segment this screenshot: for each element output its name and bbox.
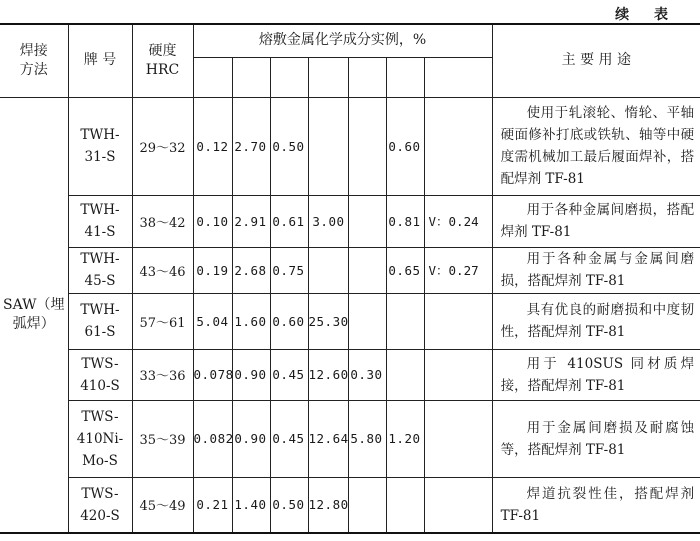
comp-cell: 0.19 (193, 247, 232, 293)
comp-cell: 0.45 (270, 349, 308, 400)
comp-cell: 2.91 (232, 195, 270, 247)
comp-cell (348, 293, 386, 349)
comp-cell (424, 97, 492, 195)
header-usage: 主 要 用 途 (492, 24, 700, 97)
comp-cell: 0.50 (270, 97, 308, 195)
comp-cell: 12.60 (308, 349, 348, 400)
method-text: SAW（埋弧焊） (2, 296, 65, 332)
hardness-cell: 45～49 (132, 477, 193, 533)
header-hardness-text: 硬度HRC (145, 42, 180, 78)
usage-cell (492, 349, 700, 400)
grade-cell (68, 400, 132, 477)
table-row (0, 195, 700, 247)
comp-cell (386, 349, 424, 400)
header-method-text: 焊接方法 (19, 42, 48, 78)
comp-cell: 1.60 (232, 293, 270, 349)
grade-cell (68, 97, 132, 195)
hardness-cell: 33～36 (132, 349, 193, 400)
usage-text: 焊道抗裂性佳，搭配焊剂 TF-81 (500, 485, 695, 524)
comp-cell: 0.60 (270, 293, 308, 349)
comp-cell: 0.50 (270, 477, 308, 533)
grade-text: TWH-31-S (80, 127, 120, 165)
hardness-cell: 29～32 (132, 97, 193, 195)
comp-cell: V：0.24 (424, 195, 492, 247)
header-sub-1 (193, 57, 232, 97)
grade-text: TWH-61-S (80, 302, 120, 340)
comp-cell: 0.30 (348, 349, 386, 400)
comp-cell: 0.75 (270, 247, 308, 293)
comp-cell: 0.082 (193, 400, 232, 477)
comp-cell (348, 477, 386, 533)
grade-text: TWS-410-S (80, 355, 120, 394)
hardness-cell: 57～61 (132, 293, 193, 349)
hardness-cell: 38～42 (132, 195, 193, 247)
comp-cell: 0.10 (193, 195, 232, 247)
grade-cell (68, 477, 132, 533)
comp-cell (386, 477, 424, 533)
comp-cell (308, 247, 348, 293)
comp-cell (424, 293, 492, 349)
table-row (0, 349, 700, 400)
table-row (0, 97, 700, 195)
usage-cell (492, 97, 700, 195)
header-sub-7 (424, 57, 492, 97)
grade-cell (68, 195, 132, 247)
table-row (0, 293, 700, 349)
table-row (0, 477, 700, 533)
comp-cell: 0.21 (193, 477, 232, 533)
usage-cell (492, 477, 700, 533)
usage-text: 用于各种金属与金属间磨损，搭配焊剂 TF-81 (500, 251, 695, 289)
hardness-cell: 43～46 (132, 247, 193, 293)
comp-cell: 0.81 (386, 195, 424, 247)
grade-cell (68, 349, 132, 400)
comp-cell (424, 349, 492, 400)
comp-cell (348, 195, 386, 247)
header-sub-6 (386, 57, 424, 97)
comp-cell: 0.61 (270, 195, 308, 247)
comp-cell (386, 293, 424, 349)
header-composition: 熔敷金属化学成分实例，% (193, 24, 492, 57)
comp-cell: 2.70 (232, 97, 270, 195)
comp-cell: 1.40 (232, 477, 270, 533)
header-hardness (132, 24, 193, 97)
header-sub-2 (232, 57, 270, 97)
comp-cell (348, 97, 386, 195)
usage-text: 用于 410SUS 同材质焊接，搭配焊剂 TF-81 (500, 355, 695, 394)
hardness-cell: 35～39 (132, 400, 193, 477)
header-sub-4 (308, 57, 348, 97)
header-sub-3 (270, 57, 308, 97)
usage-cell (492, 247, 700, 293)
comp-cell: 0.12 (193, 97, 232, 195)
comp-cell: 0.65 (386, 247, 424, 293)
grade-cell (68, 247, 132, 293)
comp-cell: V：0.27 (424, 247, 492, 293)
continued-label: 续 表 (615, 7, 678, 23)
comp-cell: 0.60 (386, 97, 424, 195)
comp-cell: 3.00 (308, 195, 348, 247)
flux-data-table (0, 23, 700, 534)
usage-cell (492, 195, 700, 247)
header-grade: 牌 号 (68, 24, 132, 97)
usage-text: 用于各种金属间磨损，搭配焊剂 TF-81 (500, 202, 695, 240)
comp-cell (424, 477, 492, 533)
header-sub-5 (348, 57, 386, 97)
grade-text: TWH-41-S (80, 202, 120, 240)
method-cell (0, 97, 68, 533)
comp-cell: 5.80 (348, 400, 386, 477)
header-method (0, 24, 68, 97)
grade-cell (68, 293, 132, 349)
usage-text: 具有优良的耐磨损和中度韧性，搭配焊剂 TF-81 (500, 302, 695, 340)
usage-cell (492, 293, 700, 349)
comp-cell: 12.80 (308, 477, 348, 533)
grade-text: TWH-45-S (80, 251, 120, 289)
comp-cell: 0.45 (270, 400, 308, 477)
grade-text: TWS-410Ni-Mo-S (76, 408, 124, 469)
table-row (0, 400, 700, 477)
table-row (0, 247, 700, 293)
comp-cell: 0.078 (193, 349, 232, 400)
comp-cell: 2.68 (232, 247, 270, 293)
usage-text: 使用于轧滚轮、惰轮、平轴硬面修补打底或铁轨、轴等中硬度需机械加工最后履面焊补，搭配焊剂 TF-81 (500, 105, 695, 187)
comp-cell: 5.04 (193, 293, 232, 349)
comp-cell (424, 400, 492, 477)
comp-cell (308, 97, 348, 195)
comp-cell: 0.90 (232, 349, 270, 400)
grade-text: TWS-420-S (80, 485, 120, 524)
usage-text: 用于金属间磨损及耐腐蚀等，搭配焊剂 TF-81 (500, 419, 695, 458)
comp-cell: 1.20 (386, 400, 424, 477)
comp-cell: 25.30 (308, 293, 348, 349)
comp-cell (348, 247, 386, 293)
usage-cell (492, 400, 700, 477)
comp-cell: 12.64 (308, 400, 348, 477)
comp-cell: 0.90 (232, 400, 270, 477)
